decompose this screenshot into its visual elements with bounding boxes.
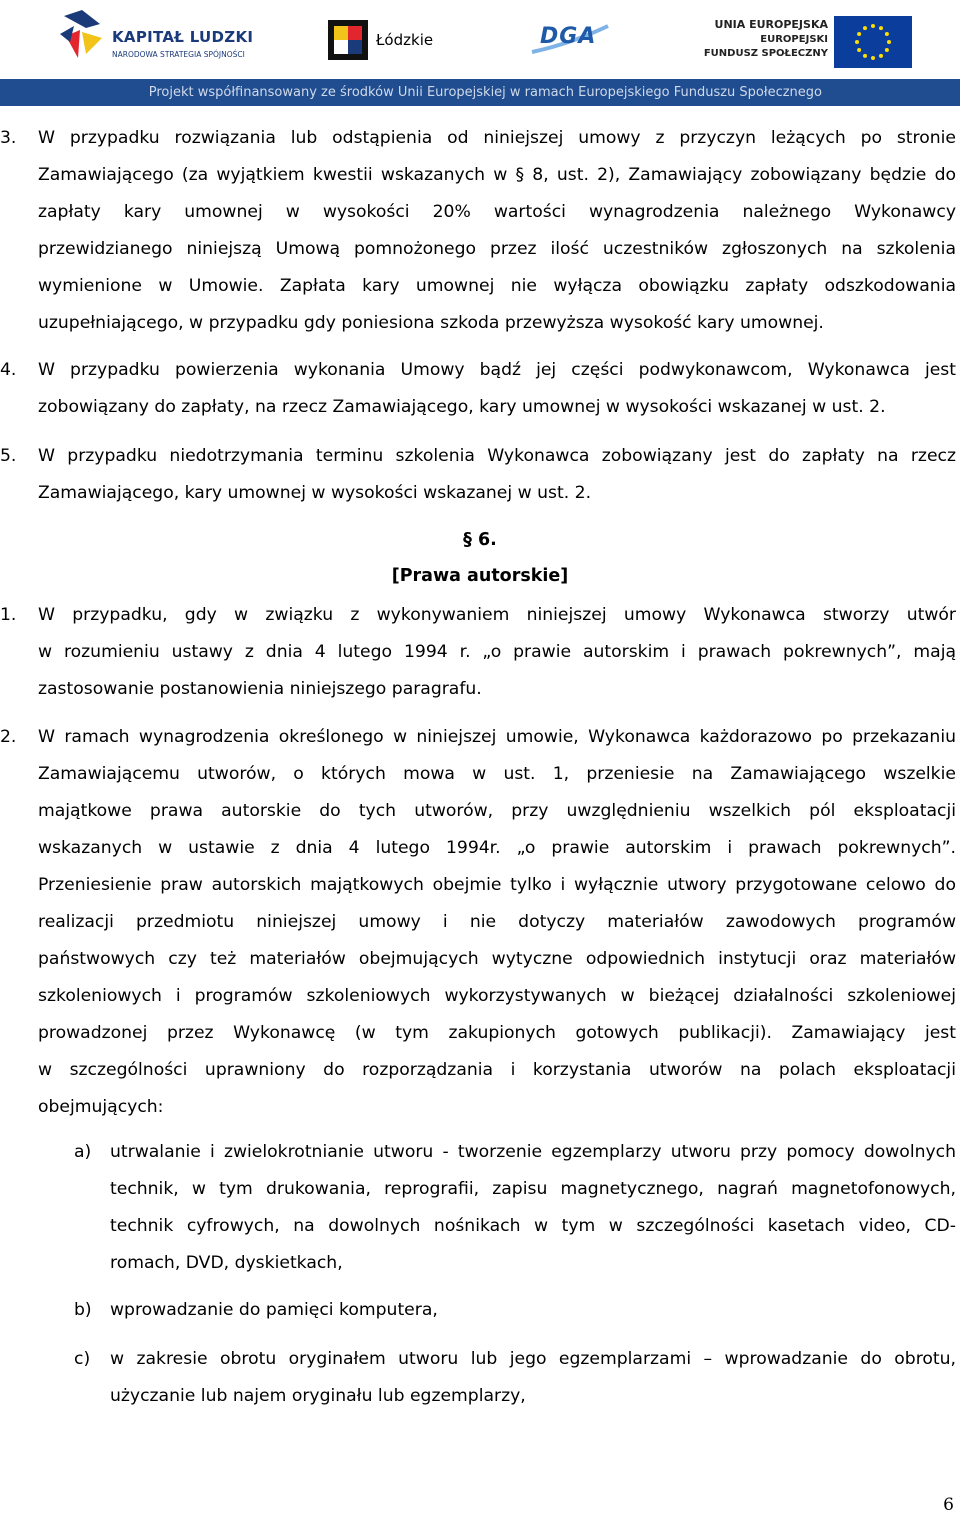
paragraph-5 — [38, 438, 956, 512]
text-line: Zamawiającemu utworów, o których mowa w ust. 1, przeniesie na Zamawiającego wszelkie — [38, 764, 956, 784]
item-5-number: 5. — [0, 446, 17, 466]
text-line: W przypadku, gdy w związku z wykonywaniem niniejszej umowy Wykonawca stworzy utwór — [38, 605, 956, 625]
text-line: zapłaty kary umownej w wysokości 20% wartości wynagrodzenia należnego Wykonawcy — [38, 202, 956, 222]
kapital-ludzki-title: KAPITAŁ LUDZKI — [112, 28, 254, 46]
text-line: zastosowanie postanowienia niniejszego paragrafu. — [38, 679, 482, 699]
eu-star-icon — [871, 24, 875, 28]
text-line: państwowych czy też materiałów obejmujących wytyczne odpowiednich instytucji oraz materiałów — [38, 949, 956, 969]
text-line: szkoleniowych i programów szkoleniowych wykorzystywanych w bieżącej działalności szkoleniowej — [38, 986, 956, 1006]
paragraph-4 — [38, 352, 956, 426]
text-line: utrwalanie i zwielokrotnianie utworu - tworzenie egzemplarzy utworu przy pomocy dowolnych — [110, 1142, 956, 1162]
item-1-number: 1. — [0, 605, 17, 625]
sub-item-a-label: a) — [74, 1142, 92, 1162]
text-line: realizacji przedmiotu niniejszej umowy i nie dotyczy materiałów zawodowych programów — [38, 912, 956, 932]
item-3-number: 3. — [0, 128, 17, 148]
text-line: prowadzonej przez Wykonawcę (w tym zakupionych gotowych publikacji). Zamawiający jest — [38, 1023, 956, 1043]
sub-item-c-label: c) — [74, 1349, 91, 1369]
eu-flag-icon — [834, 16, 912, 68]
text-line: W przypadku powierzenia wykonania Umowy bądź jej części podwykonawcom, Wykonawca jest — [38, 360, 956, 380]
eu-star-icon — [857, 48, 861, 52]
sub-item-a — [110, 1134, 956, 1282]
sub-item-b-label: b) — [74, 1300, 92, 1320]
paragraph-3 — [38, 120, 956, 342]
text-line: majątkowe prawa autorskie do tych utworów, przy uwzględnieniu wszelkich pól eksploatacji — [38, 801, 956, 821]
eu-star-icon — [879, 54, 883, 58]
text-line: przewidzianego niniejszą Umową pomnożonego przez ilość uczestników zgłoszonych na szkolenia — [38, 239, 956, 259]
text-line: W ramach wynagrodzenia określonego w niniejszej umowie, Wykonawca każdorazowo po przekazaniu — [38, 727, 956, 747]
text-line: użyczanie lub najem oryginału lub egzemplarzy, — [110, 1386, 526, 1406]
lodzkie-emblem-icon — [328, 20, 368, 60]
eu-star-icon — [885, 32, 889, 36]
text-line: technik cyfrowych, na dowolnych nośnikach w tym w szczególności kasetach video, CD- — [110, 1216, 956, 1236]
eu-star-icon — [879, 26, 883, 30]
eu-star-icon — [863, 54, 867, 58]
eu-line1: UNIA EUROPEJSKA — [714, 18, 828, 31]
text-line: w rozumieniu ustawy z dnia 4 lutego 1994 r. „o prawie autorskim i prawach pokrewnych”, mają — [38, 642, 956, 662]
item-2-number: 2. — [0, 727, 17, 747]
text-line: W przypadku rozwiązania lub odstąpienia od niniejszej umowy z przyczyn leżących po stronie — [38, 128, 956, 148]
eu-line3: FUNDUSZ SPOŁECZNY — [703, 48, 828, 59]
kapital-ludzki-subtitle: NARODOWA STRATEGIA SPÓJNOŚCI — [112, 50, 245, 59]
kapital-ludzki-logo — [56, 6, 256, 66]
text-line: w zakresie obrotu oryginałem utworu lub jego egzemplarzami – wprowadzanie do obrotu, — [110, 1349, 956, 1369]
text-line: obejmujących: — [38, 1097, 164, 1117]
text-line: wprowadzanie do pamięci komputera, — [110, 1300, 438, 1320]
eu-line2: EUROPEJSKI — [760, 34, 828, 45]
dga-label: DGA — [540, 24, 597, 49]
eu-star-icon — [871, 56, 875, 60]
eu-star-icon — [857, 32, 861, 36]
sub-item-b — [110, 1292, 956, 1329]
text-line: uzupełniającego, w przypadku gdy poniesiona szkoda przewyższa wysokość kary umownej. — [38, 313, 824, 333]
text-line: wymienione w Umowie. Zapłata kary umownej nie wyłącza obowiązku zapłaty odszkodowania — [38, 276, 956, 296]
dga-logo — [530, 22, 610, 56]
star-logo-icon — [56, 6, 108, 66]
eu-star-icon — [887, 40, 891, 44]
text-line: Zamawiającego (za wyjątkiem kwestii wskazanych w § 8, ust. 2), Zamawiający zobowiązany będzie do — [38, 165, 956, 185]
eu-logo — [696, 12, 916, 68]
text-line: romach, DVD, dyskietkach, — [110, 1253, 343, 1273]
eu-star-icon — [855, 40, 859, 44]
text-line: zobowiązany do zapłaty, na rzecz Zamawiającego, kary umownej w wysokości wskazanej w ust. 2. — [38, 397, 886, 417]
paragraph-s2 — [38, 719, 956, 1126]
page-header — [0, 0, 960, 106]
section-number: § 6. — [463, 530, 497, 550]
section-title: [Prawa autorskie] — [391, 566, 569, 586]
paragraph-s1 — [38, 597, 956, 708]
sub-item-c — [110, 1341, 956, 1415]
lodzkie-logo — [328, 20, 458, 60]
text-line: Przeniesienie praw autorskich majątkowych obejmie tylko i wyłącznie utwory przygotowane celowo do — [38, 875, 956, 895]
text-line: wskazanych w ustawie z dnia 4 lutego 1994r. „o prawie autorskim i prawach pokrewnych”. — [38, 838, 956, 858]
funding-banner — [0, 79, 960, 106]
text-line: W przypadku niedotrzymania terminu szkolenia Wykonawca zobowiązany jest do zapłaty na rzecz — [38, 446, 956, 466]
page-number: 6 — [943, 1495, 954, 1515]
funding-banner-text: Projekt współfinansowany ze środków Unii Europejskiej w ramach Europejskiego Funduszu Społecznego — [148, 85, 822, 100]
eu-star-icon — [863, 26, 867, 30]
eu-star-icon — [885, 48, 889, 52]
text-line: Zamawiającego, kary umownej w wysokości wskazanej w ust. 2. — [38, 483, 592, 503]
text-line: w szczególności uprawniony do rozporządzania i korzystania utworów na polach eksploatacji — [38, 1060, 956, 1080]
item-4-number: 4. — [0, 360, 17, 380]
lodzkie-label: Łódzkie — [376, 31, 434, 49]
text-line: technik, w tym drukowania, reprografii, zapisu magnetycznego, nagrań magnetofonowych, — [110, 1179, 956, 1199]
